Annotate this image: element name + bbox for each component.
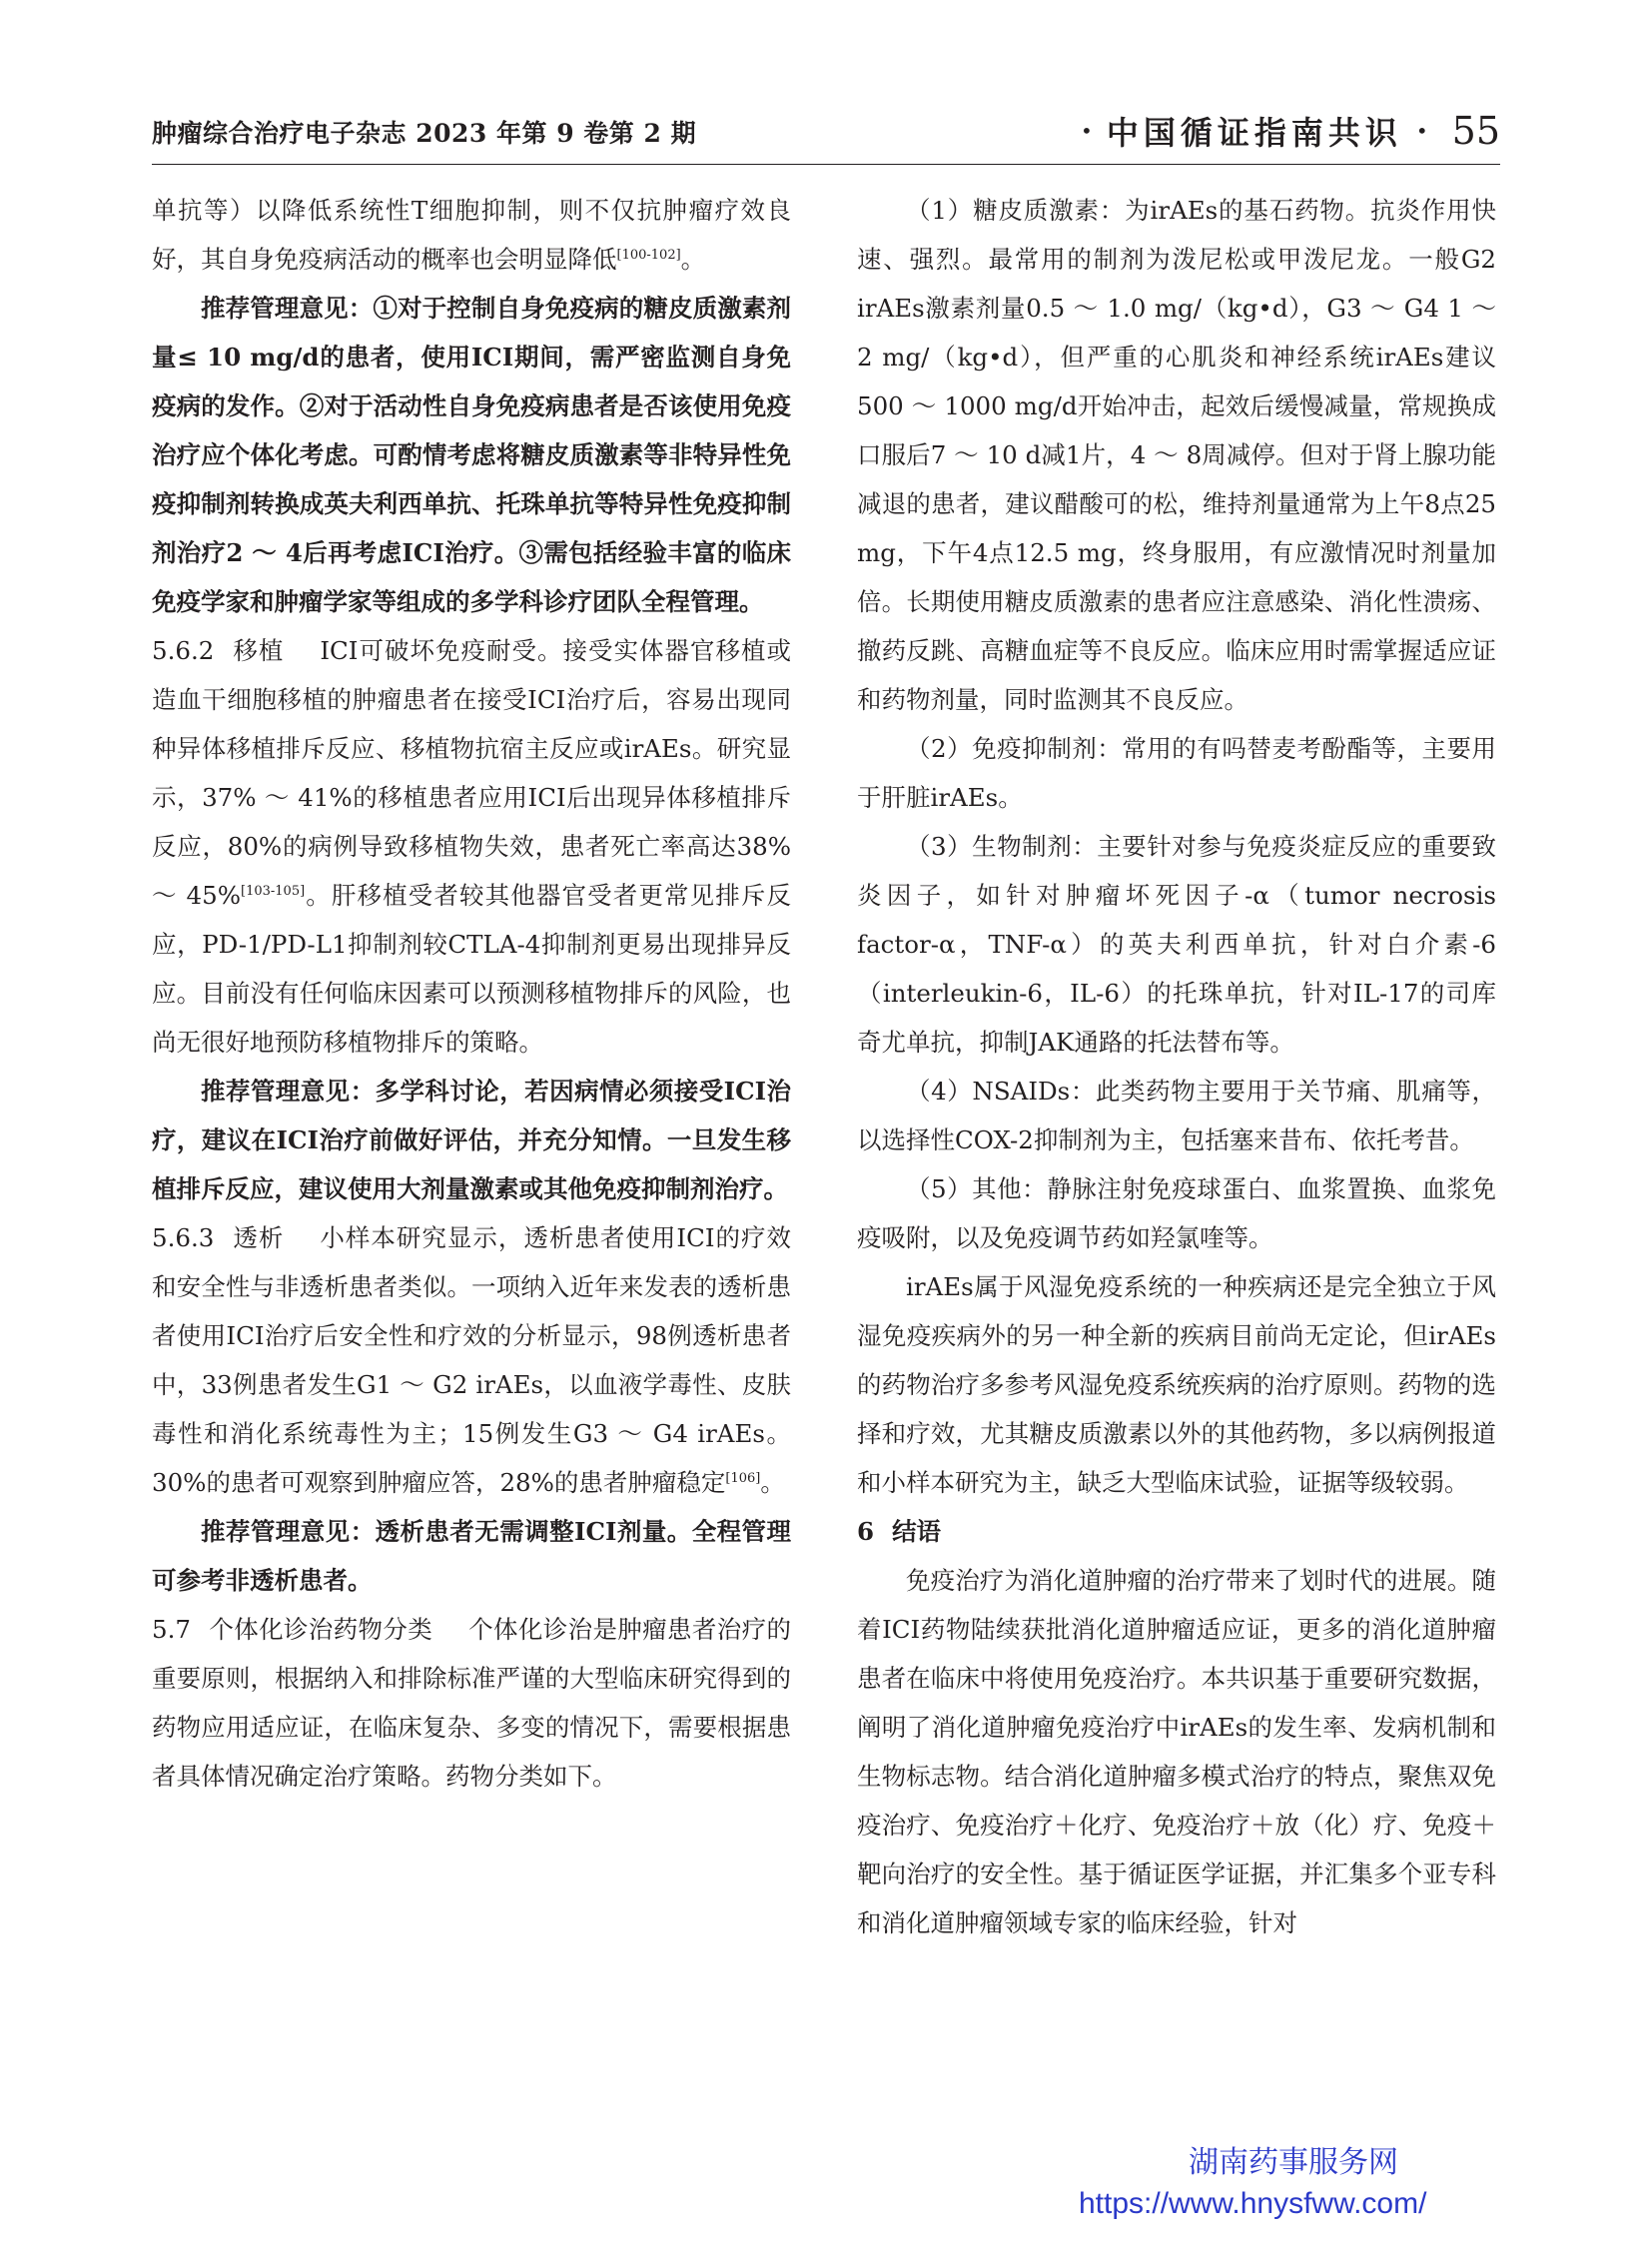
bullet-icon: •	[1081, 119, 1093, 143]
page-number: 55	[1451, 109, 1500, 153]
citation: [100-102]	[616, 248, 681, 263]
paragraph-text: ICI可破坏免疫耐受。接受实体器官移植或造血干细胞移植的肿瘤患者在接受ICI治疗后，容易出现同种异体移植排斥反应、移植物抗宿主反应或irAEs。研究显示，37% ～ 41%的移植患者应用ICI后出现异体移植排斥反应，80%的病例导致移植物失效，患者死亡率高达38% ～ 45%	[152, 636, 791, 910]
section-number: 5.6.2	[152, 636, 215, 665]
page-header	[152, 108, 1500, 165]
punctuation: 。	[760, 1468, 785, 1497]
section-5-7	[152, 1605, 791, 1801]
section-number: 6	[857, 1517, 875, 1546]
bullet-icon: •	[1415, 119, 1428, 143]
paragraph-text: 单抗等）以降低系统性T细胞抑制，则不仅抗肿瘤疗效良好，其自身免疫病活动的概率也会明显降低	[152, 196, 791, 274]
watermark-site-name: 湖南药事服务网	[1189, 2146, 1398, 2179]
section-number: 5.7	[152, 1615, 191, 1644]
paragraph: irAEs属于风湿免疫系统的一种疾病还是完全独立于风湿免疫疾病外的另一种全新的疾病目前尚无定论，但irAEs的药物治疗多参考风湿免疫系统疾病的治疗原则。药物的选择和疗效，尤其糖皮质激素以外的其他药物，多以病例报道和小样本研究为主，缺乏大型临床试验，证据等级较弱。	[857, 1272, 1496, 1497]
paragraph	[152, 186, 791, 284]
citation: [103-105]	[241, 884, 306, 899]
journal-title: 肿瘤综合治疗电子杂志 2023 年第 9 卷第 2 期	[152, 119, 697, 148]
citation: [106]	[725, 1471, 761, 1486]
section-5-6-2	[152, 626, 791, 1067]
section-title: 透析	[232, 1223, 285, 1252]
watermark-url[interactable]: https://www.hnysfww.com/	[1079, 2187, 1427, 2220]
paragraph-text: 小样本研究显示，透析患者使用ICI的疗效和安全性与非透析患者类似。一项纳入近年来发表的透析患者使用ICI治疗后安全性和疗效的分析显示，98例透析患者中，33例患者发生G1 ～ G2 irAEs，以血液学毒性、皮肤毒性和消化系统毒性为主；15例发生G3 ～ G4 irAEs。30%的患者可观察到肿瘤应答，28%的患者肿瘤稳定	[152, 1223, 791, 1497]
recommendation-paragraph: 推荐管理意见：多学科讨论，若因病情必须接受ICI治疗，建议在ICI治疗前做好评估，并充分知情。一旦发生移植排斥反应，建议使用大剂量激素或其他免疫抑制剂治疗。	[152, 1077, 791, 1203]
right-column	[857, 186, 1496, 1947]
drug-class-biologic: （3）生物制剂：主要针对参与免疫炎症反应的重要致炎因子，如针对肿瘤坏死因子-α（tumor necrosis factor-α，TNF-α）的英夫利西单抗，针对白介素-6（interleukin-6，IL-6）的托珠单抗，针对IL-17的司库奇尤单抗，抑制JAK通路的托法替布等。	[857, 832, 1496, 1057]
conclusion-paragraph: 免疫治疗为消化道肿瘤的治疗带来了划时代的进展。随着ICI药物陆续获批消化道肿瘤适应证，更多的消化道肿瘤患者在临床中将使用免疫治疗。本共识基于重要研究数据，阐明了消化道肿瘤免疫治疗中irAEs的发生率、发病机制和生物标志物。结合消化道肿瘤多模式治疗的特点，聚焦双免疫治疗、免疫治疗＋化疗、免疫治疗＋放（化）疗、免疫＋靶向治疗的安全性。基于循证医学证据，并汇集多个亚专科和消化道肿瘤领域专家的临床经验，针对	[857, 1566, 1496, 1937]
section-title: 结语	[892, 1517, 942, 1546]
watermark	[1079, 2137, 1498, 2221]
section-5-6-3	[152, 1213, 791, 1507]
section-6-heading	[857, 1507, 1496, 1556]
drug-class-immunosuppressant: （2）免疫抑制剂：常用的有吗替麦考酚酯等，主要用于肝脏irAEs。	[857, 734, 1496, 812]
section-number: 5.6.3	[152, 1223, 215, 1252]
section-brand: 中国循证指南共识	[1106, 114, 1402, 152]
drug-class-nsaids: （4）NSAIDs：此类药物主要用于关节痛、肌痛等，以选择性COX-2抑制剂为主，包括塞来昔布、依托考昔。	[857, 1077, 1496, 1154]
section-title: 个体化诊治药物分类	[208, 1615, 433, 1644]
paragraph-text: 个体化诊治是肿瘤患者治疗的重要原则，根据纳入和排除标准严谨的大型临床研究得到的药物应用适应证，在临床复杂、多变的情况下，需要根据患者具体情况确定治疗策略。药物分类如下。	[152, 1615, 792, 1791]
paragraph-text: 。肝移植受者较其他器官受者更常见排斥反应，PD-1/PD-L1抑制剂较CTLA-4抑制剂更易出现排异反应。目前没有任何临床因素可以预测移植物排斥的风险，也尚无很好地预防移植物排斥的策略。	[152, 881, 792, 1057]
recommendation-paragraph: 推荐管理意见：透析患者无需调整ICI剂量。全程管理可参考非透析患者。	[152, 1517, 791, 1595]
drug-class-other: （5）其他：静脉注射免疫球蛋白、血浆置换、血浆免疫吸附，以及免疫调节药如羟氯喹等。	[857, 1174, 1496, 1252]
drug-class-glucocorticoid: （1）糖皮质激素：为irAEs的基石药物。抗炎作用快速、强烈。最常用的制剂为泼尼松或甲泼尼龙。一般G2 irAEs激素剂量0.5 ～ 1.0 mg/（kg•d），G3 ～ G4 1 ～ 2 mg/（kg•d），但严重的心肌炎和神经系统irAEs建议500 ～ 1000 mg/d开始冲击，起效后缓慢减量，常规换成口服后7 ～ 10 d减1片，4 ～ 8周减停。但对于肾上腺功能减退的患者，建议醋酸可的松，维持剂量通常为上午8点25 mg，下午4点12.5 mg，终身服用，有应激情况时剂量加倍。长期使用糖皮质激素的患者应注意感染、消化性溃疡、撤药反跳、高糖血症等不良反应。临床应用时需掌握适应证和药物剂量，同时监测其不良反应。	[857, 196, 1496, 714]
header-right	[1081, 108, 1500, 154]
left-column	[152, 186, 791, 1801]
section-title: 移植	[232, 636, 285, 665]
punctuation: 。	[680, 245, 706, 274]
recommendation-paragraph: 推荐管理意见：①对于控制自身免疫病的糖皮质激素剂量≤ 10 mg/d的患者，使用ICI期间，需严密监测自身免疫病的发作。②对于活动性自身免疫病患者是否该使用免疫治疗应个体化考虑。可酌情考虑将糖皮质激素等非特异性免疫抑制剂转换成英夫利西单抗、托珠单抗等特异性免疫抑制剂治疗2 ～ 4后再考虑ICI治疗。③需包括经验丰富的临床免疫学家和肿瘤学家等组成的多学科诊疗团队全程管理。	[152, 294, 791, 616]
